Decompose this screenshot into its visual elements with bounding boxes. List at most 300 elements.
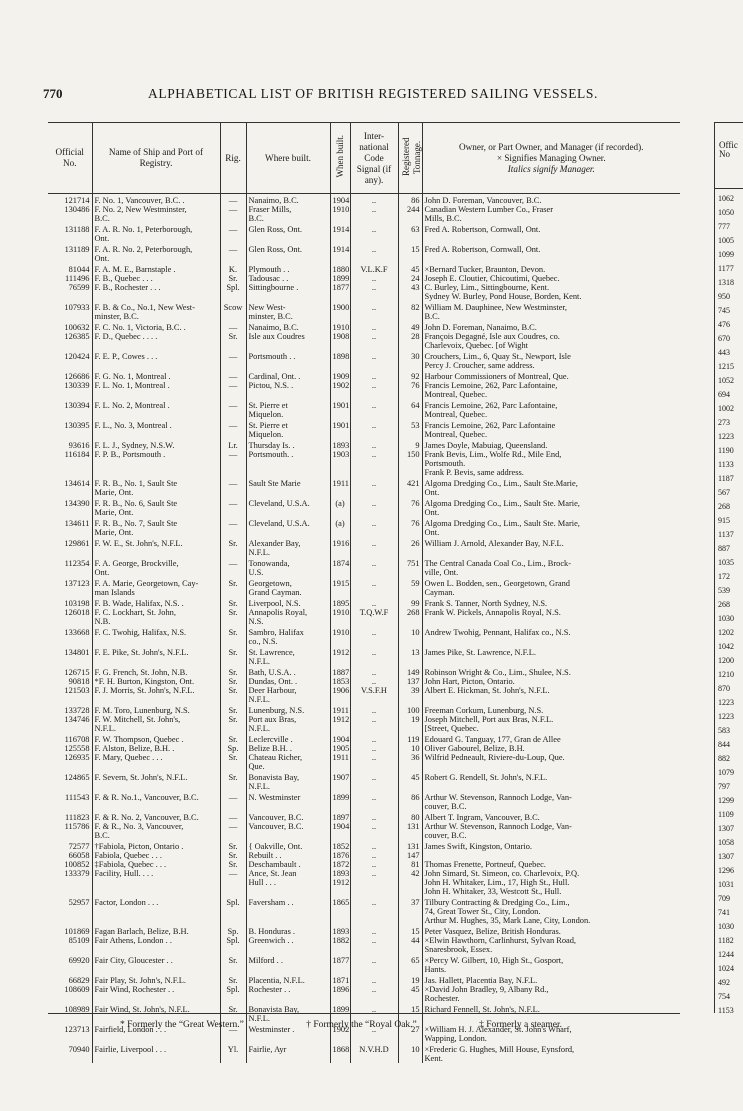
cell-line: 10 — [411, 1045, 420, 1054]
table-row — [48, 646, 680, 666]
code-signal-cell — [350, 597, 398, 626]
cell-line: Sr. — [228, 628, 238, 637]
ship-name-cell — [92, 301, 220, 321]
cell-line: N.F.L. — [94, 724, 116, 733]
adjacent-official-no: 1200 — [718, 656, 734, 665]
cell-line: Edouard G. Tanguay, 177, Gran de Allee — [424, 735, 561, 744]
tonnage-cell — [398, 771, 422, 791]
cell-line: 53 — [411, 421, 420, 430]
cell-line: .. — [371, 668, 377, 677]
rig-cell — [220, 263, 246, 301]
header-official-no: Official No. — [48, 123, 92, 194]
cell-line: 76 — [411, 499, 420, 508]
cell-line: F. W. E., St. John's, N.F.L. — [94, 539, 183, 548]
owner-cell — [422, 223, 680, 243]
where-built-cell — [246, 557, 330, 577]
cell-line: (a) — [335, 519, 345, 528]
cell-line: Canadian Western Lumber Co., Fraser — [424, 205, 553, 214]
tonnage-cell — [398, 1043, 422, 1063]
cell-line: — — [228, 245, 238, 254]
cell-line: 100852 — [64, 860, 90, 869]
code-signal-cell — [350, 666, 398, 704]
cell-line: Tadousac . . — [248, 274, 289, 283]
cell-line: 1868 — [332, 1045, 350, 1054]
code-signal-cell — [350, 646, 398, 666]
cell-line: Harbour Commissioners of Montreal, Que. — [424, 372, 569, 381]
cell-line: F. M. Toro, Lunenburg, N.S. — [94, 706, 190, 715]
cell-line: Cleveland, U.S.A. — [248, 519, 310, 528]
rig-cell — [220, 419, 246, 439]
adjacent-page-header — [715, 123, 743, 189]
rig-cell — [220, 771, 246, 791]
cell-line: .. — [371, 479, 377, 488]
table-row — [48, 477, 680, 497]
cell-line: Sydney W. Burley, Pond House, Borden, Kent. — [424, 292, 582, 301]
code-signal-cell — [350, 517, 398, 537]
cell-line: Fraser Mills, — [248, 205, 292, 214]
cell-line: 1903 — [332, 450, 350, 459]
cell-line: — — [228, 421, 238, 430]
ship-name-cell — [92, 497, 220, 517]
cell-line: Vancouver, B.C. — [248, 822, 304, 831]
cell-line: 1912 — [332, 648, 350, 657]
cell-line: 1914 — [332, 225, 350, 234]
cell-line: 1911 — [332, 479, 349, 488]
when-built-cell — [330, 301, 350, 321]
where-built-cell — [246, 626, 330, 646]
table-row — [48, 497, 680, 517]
table-row — [48, 350, 680, 370]
when-built-cell — [330, 350, 350, 370]
header-rig: Rig. — [220, 123, 246, 194]
when-built-cell — [330, 577, 350, 597]
cell-line: 63 — [411, 225, 420, 234]
rig-cell — [220, 896, 246, 925]
cell-line: Robert G. Rendell, St. John's, N.F.L. — [424, 773, 548, 782]
cell-line: K. — [228, 265, 238, 274]
when-built-cell — [330, 321, 350, 350]
cell-line: U.S. — [248, 568, 264, 577]
cell-line: Kent. — [424, 1054, 443, 1063]
owner-cell — [422, 896, 680, 925]
owner-cell — [422, 646, 680, 666]
cell-line: Spl. — [226, 898, 240, 907]
official-no-cell — [48, 419, 92, 439]
cell-line: .. — [371, 372, 377, 381]
rig-cell — [220, 223, 246, 243]
rig-cell — [220, 646, 246, 666]
cell-line: F. A. George, Brockville, — [94, 559, 179, 568]
adjacent-official-no: 1005 — [718, 236, 734, 245]
table-row — [48, 666, 680, 704]
official-no-cell — [48, 577, 92, 597]
cell-line: 126018 — [64, 608, 90, 617]
table-row — [48, 597, 680, 626]
adjacent-official-no: 1099 — [718, 250, 734, 259]
cell-line: 101869 — [64, 927, 90, 936]
tonnage-cell — [398, 557, 422, 577]
cell-line: 111823 — [64, 813, 90, 822]
cell-line: Francis Lemoine, 262, Parc Lafontaine — [424, 421, 556, 430]
owner-cell — [422, 477, 680, 497]
cell-line: F. C. Lockhart, St. John, — [94, 608, 176, 617]
cell-line: Sp. — [227, 927, 239, 936]
cell-line: ‡Fabiola, Quebec . . . — [94, 860, 167, 869]
table-row — [48, 517, 680, 537]
cell-line: 26 — [411, 539, 420, 548]
cell-line: .. — [371, 274, 377, 283]
cell-line: 69920 — [68, 956, 90, 965]
cell-line: F. A. R. No. 1, Peterborough, — [94, 225, 193, 234]
tonnage-cell — [398, 439, 422, 477]
adjacent-official-no: 745 — [718, 306, 730, 315]
rig-cell — [220, 399, 246, 419]
when-built-cell — [330, 557, 350, 577]
adjacent-official-no: 1137 — [718, 530, 734, 539]
cell-line: John D. Foreman, Vancouver, B.C. — [424, 196, 542, 205]
cell-line: Ont. — [94, 568, 110, 577]
cell-line: Placentia, N.F.L. — [248, 976, 305, 985]
cell-line: 120424 — [64, 352, 90, 361]
when-built-cell — [330, 974, 350, 1003]
official-no-cell — [48, 477, 92, 497]
tonnage-cell — [398, 419, 422, 439]
cell-line: — — [228, 499, 238, 508]
official-no-cell — [48, 811, 92, 840]
owner-cell — [422, 194, 680, 224]
cell-line: 1910 — [332, 628, 350, 637]
cell-line: Richard Fennell, St. John's, N.F.L. — [424, 1005, 540, 1014]
owner-cell — [422, 439, 680, 477]
where-built-cell — [246, 896, 330, 925]
cell-line: 81044 — [68, 265, 90, 274]
adjacent-official-no: 1058 — [718, 838, 734, 847]
rig-cell — [220, 597, 246, 626]
cell-line: 72577 — [68, 842, 90, 851]
cell-line: .. — [371, 677, 377, 686]
tonnage-cell — [398, 321, 422, 350]
adjacent-official-no: 1002 — [718, 404, 734, 413]
cell-line: ×Percy W. Gilbert, 10, High St., Gosport, — [424, 956, 564, 965]
cell-line: Sr. — [228, 851, 238, 860]
cell-line: 751 — [406, 559, 420, 568]
cell-line: .. — [371, 381, 377, 390]
cell-line: Montreal, Quebec. — [424, 390, 488, 399]
header-when-built — [330, 123, 350, 194]
cell-line: 15 — [411, 1005, 420, 1014]
official-no-cell — [48, 399, 92, 419]
cell-line: .. — [371, 851, 377, 860]
rig-cell — [220, 840, 246, 896]
cell-line: .. — [371, 599, 377, 608]
table-row — [48, 419, 680, 439]
owner-cell — [422, 243, 680, 263]
cell-line: 1893 — [332, 927, 350, 936]
owner-cell — [422, 557, 680, 577]
cell-line: Scow — [223, 303, 243, 312]
cell-line: .. — [371, 869, 377, 878]
official-no-cell — [48, 896, 92, 925]
cell-line: .. — [371, 579, 377, 588]
cell-line: 134390 — [64, 499, 90, 508]
cell-line: Algoma Dredging Co., Lim., Sault Ste.Marie, — [424, 479, 578, 488]
cell-line: Dundas, Ont. . — [248, 677, 298, 686]
cell-line: Miquelon. — [248, 410, 284, 419]
when-built-cell — [330, 840, 350, 896]
adjacent-official-no: 1187 — [718, 474, 734, 483]
adjacent-official-no: 1031 — [718, 880, 734, 889]
cell-line: — — [228, 225, 238, 234]
official-no-cell — [48, 537, 92, 557]
code-signal-cell — [350, 194, 398, 224]
code-signal-cell — [350, 733, 398, 771]
code-signal-cell — [350, 419, 398, 439]
cell-line: 134746 — [64, 715, 90, 724]
cell-line: William M. Dauphinee, New Westminster, — [424, 303, 567, 312]
official-no-cell — [48, 974, 92, 1003]
official-no-cell — [48, 223, 92, 243]
cell-line: 150 — [406, 450, 420, 459]
cell-line: Sr. — [228, 842, 238, 851]
header-tonnage — [398, 123, 422, 194]
where-built-cell — [246, 1043, 330, 1063]
cell-line: 1901 — [332, 401, 350, 410]
owner-cell — [422, 537, 680, 557]
cell-line: F. Severn, St. John's, N.F.L. — [94, 773, 188, 782]
rig-cell — [220, 626, 246, 646]
when-built-cell — [330, 646, 350, 666]
cell-line: *F. H. Burton, Kingston, Ont. — [94, 677, 195, 686]
cell-line: Sr. — [228, 677, 238, 686]
cell-line: F. L. No. 1, Montreal . — [94, 381, 170, 390]
ship-name-cell — [92, 840, 220, 896]
table-row — [48, 263, 680, 301]
when-built-cell — [330, 733, 350, 771]
cell-line: James Swift, Kingston, Ontario. — [424, 842, 532, 851]
cell-line: 1916 — [332, 539, 350, 548]
cell-line: Tonowanda, — [248, 559, 290, 568]
tonnage-cell — [398, 974, 422, 1003]
cell-line: 1902 — [332, 381, 350, 390]
page-title: ALPHABETICAL LIST OF BRITISH REGISTERED SAILING VESSELS. — [148, 86, 598, 101]
cell-line: 111543 — [64, 793, 90, 802]
ship-name-cell — [92, 321, 220, 350]
cell-line: B.C. — [94, 831, 110, 840]
cell-line: 1865 — [332, 898, 350, 907]
adjacent-official-no: 1190 — [718, 446, 734, 455]
ship-name-cell — [92, 771, 220, 791]
adjacent-official-no: 1079 — [718, 768, 734, 777]
cell-line: 100632 — [64, 323, 90, 332]
cell-line: F. & R. No.1., Vancouver, B.C. — [94, 793, 199, 802]
rig-cell — [220, 733, 246, 771]
adjacent-official-no: 583 — [718, 726, 730, 735]
tonnage-cell — [398, 954, 422, 974]
cell-line: .. — [371, 976, 377, 985]
cell-line: 1910 — [332, 323, 350, 332]
cell-line: B.C. — [94, 214, 110, 223]
adjacent-official-no: 1109 — [718, 810, 734, 819]
cell-line: 1912 — [332, 878, 350, 887]
adjacent-official-no: 844 — [718, 740, 730, 749]
cell-line: Lr. — [228, 441, 238, 450]
code-signal-cell — [350, 243, 398, 263]
cell-line: — — [228, 822, 238, 831]
table-row — [48, 370, 680, 399]
cell-line: Sr. — [228, 648, 238, 657]
owner-cell — [422, 704, 680, 733]
cell-line: 1907 — [332, 773, 350, 782]
table-row — [48, 896, 680, 925]
cell-line: 116708 — [64, 735, 90, 744]
footnote-great-western: * Formerly the “Great Western.” — [120, 1020, 244, 1030]
cell-line: Montreal, Quebec. — [424, 410, 488, 419]
cell-line: — — [228, 381, 238, 390]
ship-name-cell — [92, 626, 220, 646]
adjacent-official-no: 492 — [718, 978, 730, 987]
cell-line: 112354 — [64, 559, 90, 568]
cell-line: 133379 — [64, 869, 90, 878]
cell-line: .. — [371, 753, 377, 762]
cell-line: .. — [371, 860, 377, 869]
ship-name-cell — [92, 557, 220, 577]
cell-line: 126385 — [64, 332, 90, 341]
cell-line: .. — [371, 559, 377, 568]
cell-line: F. W. Thompson, Quebec . — [94, 735, 184, 744]
ship-name-cell — [92, 597, 220, 626]
rig-cell — [220, 537, 246, 557]
owner-cell — [422, 733, 680, 771]
cell-line: F. R. B., No. 6, Sault Ste — [94, 499, 178, 508]
cell-line: Alexander Bay, — [248, 539, 301, 548]
cell-line: — — [228, 205, 238, 214]
cell-line: 125558 — [64, 744, 90, 753]
code-signal-cell — [350, 791, 398, 811]
cell-line: 1877 — [332, 283, 350, 292]
cell-line: .. — [371, 1005, 377, 1014]
cell-line: F. Alston, Belize, B.H. . — [94, 744, 175, 753]
cell-line: Fair Wind, Rochester . . — [94, 985, 175, 994]
cell-line: .. — [371, 421, 377, 430]
cell-line: Sr. — [228, 706, 238, 715]
official-no-cell — [48, 1003, 92, 1023]
cell-line: 80 — [411, 813, 420, 822]
tonnage-cell — [398, 896, 422, 925]
table-row — [48, 194, 680, 224]
cell-line: V.L.K.F — [360, 265, 388, 274]
cell-line: 92 — [411, 372, 420, 381]
cell-line: Sittingbourne . — [248, 283, 299, 292]
cell-line: — — [228, 372, 238, 381]
where-built-cell — [246, 194, 330, 224]
header-tonnage-text: Registered Tonnage. — [400, 137, 422, 176]
table-row — [48, 1043, 680, 1063]
owner-cell — [422, 350, 680, 370]
cell-line: 137 — [406, 677, 420, 686]
adjacent-official-no: 777 — [718, 222, 730, 231]
rig-cell — [220, 1043, 246, 1063]
footnote-steamer: ‡ Formerly a steamer. — [479, 1020, 562, 1030]
cell-line: John H. Whitaker, Lim., 17, High St., Hull. — [424, 878, 570, 887]
cell-line: 103198 — [64, 599, 90, 608]
table-header-row — [48, 123, 680, 194]
where-built-cell — [246, 497, 330, 517]
where-built-cell — [246, 419, 330, 439]
cell-line: Bonavista Bay, — [248, 1005, 300, 1014]
cell-line: .. — [371, 539, 377, 548]
adjacent-official-no: 1030 — [718, 614, 734, 623]
when-built-cell — [330, 666, 350, 704]
cell-line: Joseph Mitchell, Port aux Bras, N.F.L. — [424, 715, 554, 724]
cell-line: Spl. — [226, 985, 240, 994]
cell-line: St. Pierre et — [248, 421, 288, 430]
where-built-cell — [246, 537, 330, 557]
cell-line: 65 — [411, 956, 420, 965]
official-no-cell — [48, 666, 92, 704]
cell-line: Snaresbrook, Essex. — [424, 945, 493, 954]
cell-line: Fagan Barlach, Belize, B.H. — [94, 927, 189, 936]
cell-line: James Pike, St. Lawrence, N.F.L. — [424, 648, 536, 657]
table-row — [48, 243, 680, 263]
cell-line: .. — [371, 936, 377, 945]
official-no-cell — [48, 321, 92, 350]
cell-line: 1912 — [332, 715, 350, 724]
cell-line: couver, B.C. — [424, 802, 467, 811]
cell-line: 1897 — [332, 813, 350, 822]
cell-line: B.C. — [424, 312, 440, 321]
code-signal-cell — [350, 925, 398, 954]
cell-line: 45 — [411, 265, 420, 274]
cell-line: — — [228, 559, 238, 568]
cell-line: 1877 — [332, 956, 350, 965]
owner-cell — [422, 321, 680, 350]
cell-line: 130395 — [64, 421, 90, 430]
when-built-cell — [330, 223, 350, 243]
cell-line: Fred A. Robertson, Cornwall, Ont. — [424, 225, 541, 234]
official-no-cell — [48, 1043, 92, 1063]
cell-line: — — [228, 450, 238, 459]
cell-line: Factor, London . . . — [94, 898, 159, 907]
cell-line: Grand Cayman. — [248, 588, 302, 597]
adjacent-official-no: 1133 — [718, 460, 734, 469]
official-no-cell — [48, 439, 92, 477]
rig-cell — [220, 477, 246, 497]
code-signal-cell — [350, 974, 398, 1003]
cell-line: 116184 — [64, 450, 90, 459]
where-built-cell — [246, 477, 330, 497]
cell-line: 131 — [406, 822, 420, 831]
table-row — [48, 557, 680, 577]
owner-cell — [422, 811, 680, 840]
rig-cell — [220, 301, 246, 321]
cell-line: 124865 — [64, 773, 90, 782]
cell-line: 1908 — [332, 332, 350, 341]
cell-line: .. — [371, 401, 377, 410]
cell-line: 49 — [411, 323, 420, 332]
cell-line: 24 — [411, 274, 420, 283]
cell-line: .. — [371, 323, 377, 332]
cell-line: 15 — [411, 927, 420, 936]
ship-name-cell — [92, 733, 220, 771]
cell-line: Cayman. — [424, 588, 455, 597]
cell-line: 1914 — [332, 245, 350, 254]
adjacent-official-no: 709 — [718, 894, 730, 903]
tonnage-cell — [398, 840, 422, 896]
official-no-cell — [48, 263, 92, 301]
cell-line: Sp. — [227, 744, 239, 753]
cell-line: ×Bernard Tucker, Braunton, Devon. — [424, 265, 546, 274]
cell-line: Algoma Dredging Co., Lim., Sault Ste. Marie, — [424, 499, 580, 508]
